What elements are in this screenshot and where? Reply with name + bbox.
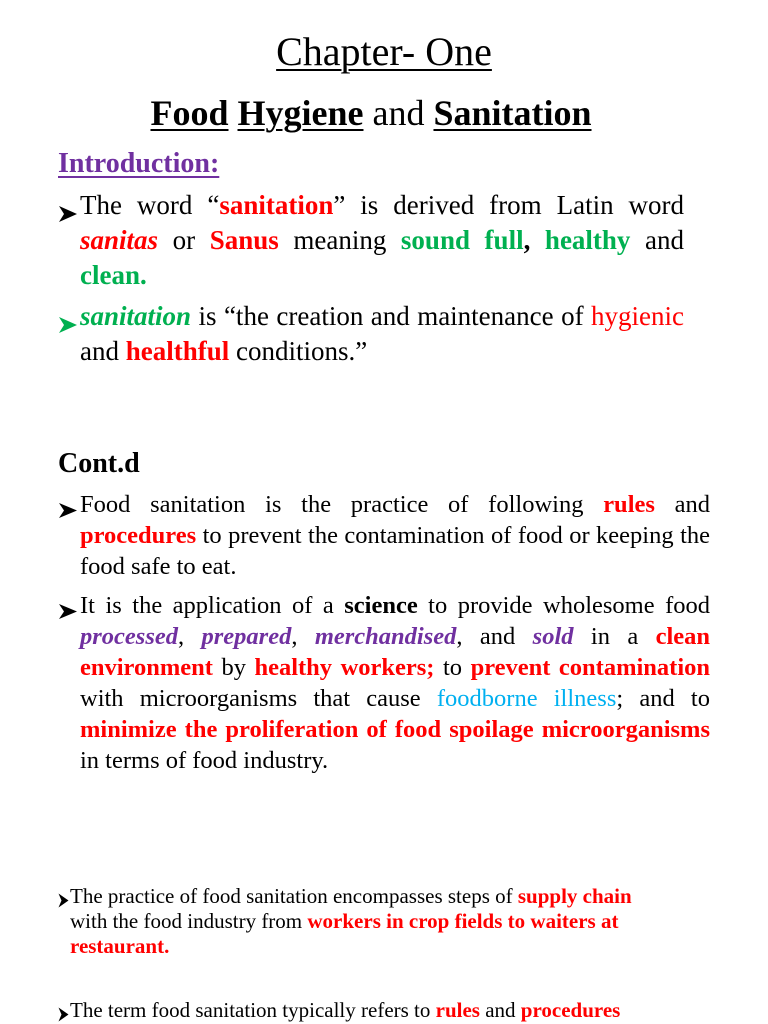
text-run: and <box>654 491 711 518</box>
text-run: to provide wholesome food <box>417 592 710 619</box>
text-run-highlight: supply chain <box>517 884 632 908</box>
text-run: The word “ <box>80 190 220 220</box>
text-run-highlight: sanitation <box>219 190 334 220</box>
bullet-sanitation-origin <box>58 188 684 293</box>
text-run-highlight: sanitation <box>80 301 192 331</box>
text-run-highlight: rules <box>435 998 480 1022</box>
list-item <box>58 188 684 293</box>
list-item <box>58 489 710 582</box>
text-run-highlight: healthful <box>125 336 230 366</box>
text-run: with the food industry from <box>70 909 308 933</box>
arrow-bullet-icon <box>58 496 78 513</box>
text-run: ” is derived from Latin word <box>333 190 685 220</box>
text-run: The term food sanitation typically refers to <box>70 998 436 1022</box>
arrow-bullet-icon <box>58 597 78 614</box>
text-run-highlight: clean. <box>80 260 147 290</box>
arrow-bullet-icon <box>58 1003 69 1018</box>
list-item <box>58 299 684 369</box>
text-run: , and <box>456 623 533 650</box>
text-run: to prevent the contamination of food or keeping the food safe to eat. <box>80 522 710 580</box>
text-run: Food sanitation is the practice of following <box>80 491 604 518</box>
text-run: , <box>291 623 315 650</box>
bullet-term-definition <box>58 998 710 1023</box>
text-run: in terms of food industry. <box>80 747 329 774</box>
text-run: in a <box>573 623 656 650</box>
contd-heading: Cont.d <box>58 448 140 479</box>
text-run-highlight: Sanus <box>209 225 279 255</box>
text-run: and <box>80 336 126 366</box>
bullet-supply-chain <box>58 884 710 959</box>
arrow-bullet-icon <box>58 197 78 215</box>
text-run: ; and to <box>616 685 710 712</box>
text-run-highlight: clean environment <box>80 623 711 681</box>
list-item <box>58 590 710 776</box>
text-line <box>70 909 710 959</box>
text-run-highlight: processed <box>80 623 178 650</box>
title-word-sanitation: Sanitation <box>433 93 592 133</box>
text-run: is “the creation and maintenance of <box>191 301 592 331</box>
title-word-and: and <box>372 93 425 133</box>
text-run-highlight: procedures <box>520 998 621 1022</box>
chapter-heading <box>0 28 768 76</box>
text-run-highlight: sold <box>532 623 574 650</box>
text-run: It is the application of a <box>80 592 345 619</box>
list-item <box>58 998 710 1023</box>
title-word-hygiene: Hygiene <box>237 93 364 133</box>
page-title <box>0 90 742 136</box>
text-run-highlight: foodborne illness <box>436 685 617 712</box>
text-run-bold: science <box>344 592 418 619</box>
text-run: with microorganisms that cause <box>80 685 437 712</box>
text-run-highlight: healthy <box>544 225 631 255</box>
arrow-bullet-icon <box>58 889 69 904</box>
text-run: and <box>479 998 521 1022</box>
text-run-highlight: sound full <box>400 225 524 255</box>
chapter-label: Chapter- One <box>276 29 492 74</box>
text-run: and <box>630 225 685 255</box>
bullet-sanitation-definition <box>58 299 684 369</box>
text-run-highlight: procedures <box>80 522 197 549</box>
bullet-science-application <box>58 590 710 776</box>
text-run-highlight: prepared <box>201 623 292 650</box>
text-run: conditions.” <box>229 336 368 366</box>
text-run-highlight: prevent contamination <box>470 654 711 681</box>
text-run-highlight: rules <box>603 491 655 518</box>
text-run: by <box>212 654 255 681</box>
text-run: to <box>434 654 471 681</box>
introduction-heading: Introduction: <box>58 148 220 179</box>
text-run-highlight: healthy workers; <box>254 654 435 681</box>
text-run: , <box>177 623 202 650</box>
text-run-highlight: hygienic <box>591 301 684 331</box>
text-run-highlight: sanitas <box>80 225 159 255</box>
text-run: meaning <box>278 225 401 255</box>
list-item <box>58 884 710 959</box>
text-run-highlight: merchandised <box>314 623 457 650</box>
text-run: , <box>523 225 531 255</box>
text-run: or <box>158 225 210 255</box>
text-run: The practice of food sanitation encompasses steps of <box>70 884 518 908</box>
bullet-food-sanitation-practice <box>58 489 710 582</box>
text-run <box>530 225 545 255</box>
text-run-highlight: workers in crop fields to waiters at restaurant. <box>70 909 619 958</box>
text-run-highlight: minimize the proliferation of food spoilage microorganisms <box>80 716 710 743</box>
arrow-bullet-icon <box>58 308 78 326</box>
title-word-food: Food <box>150 93 229 133</box>
